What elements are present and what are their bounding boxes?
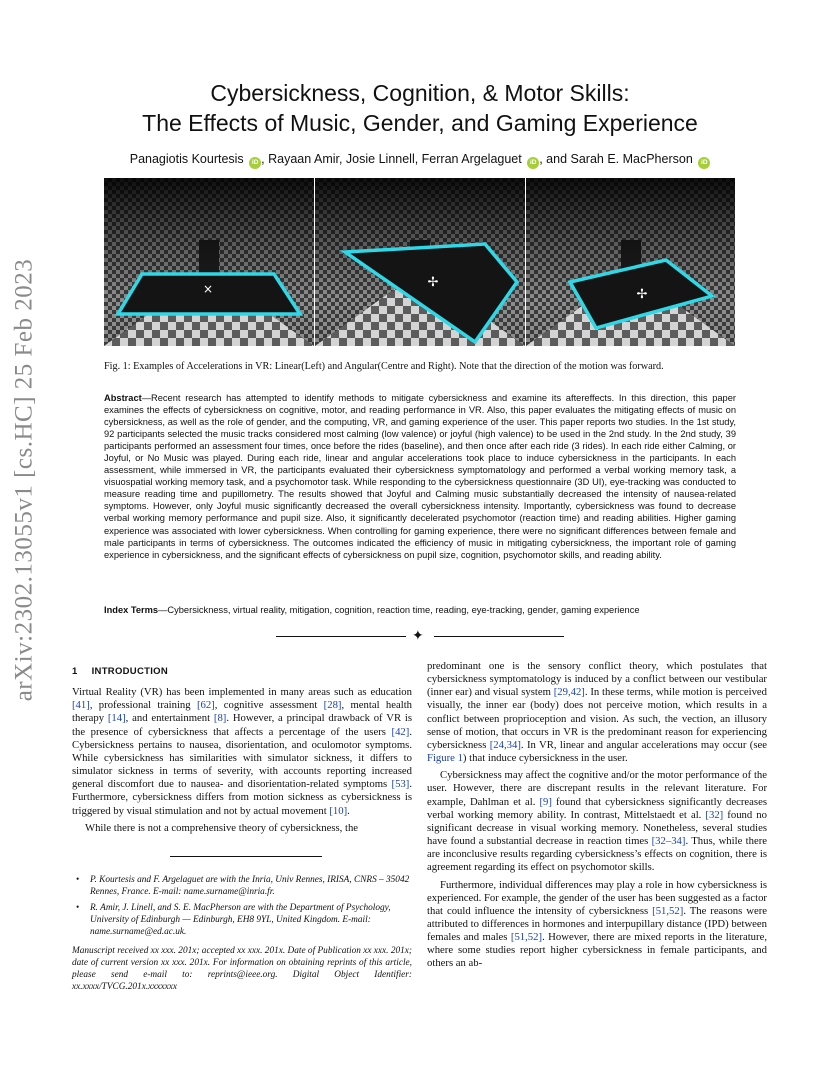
text-run: . The reasons were attributed to differences in hormones and interpupillary distance (IPD) between females and males (427, 904, 767, 944)
crosshair-icon: ✢ (636, 287, 648, 302)
footnote-rule (170, 856, 322, 857)
citation-link[interactable]: [32] (705, 808, 724, 821)
citation-link[interactable]: [28] (323, 699, 342, 712)
diamond-star-icon: ✦ (412, 628, 424, 644)
section-number: 1 (72, 666, 78, 677)
intro-paragraph-4 (427, 769, 767, 874)
section-divider (276, 630, 564, 644)
text-run: . However, a principal drawback of VR is the presence of cybersickness that affects a percentage of the users (72, 712, 412, 738)
footnote-affiliation-2: • R. Amir, J. Linell, and S. E. MacPherson are with the Department of Psychology, University of Edinburgh — Edinburgh, EH8 9YL, United Kingdom. E-mail: name.surname@ed.ac.uk. (72, 902, 412, 938)
text-run: Cybersickness may affect the cognitive and/or the motor performance of the user. However, there are discrepant results in the relevant literature. For example, Dahlman et al. (427, 769, 767, 808)
citation-link[interactable]: [14] (107, 712, 126, 725)
citation-link[interactable]: [8] (213, 712, 227, 725)
citation-link[interactable]: [9] (539, 795, 552, 808)
text-run: . Furthermore, cybersickness differs from motion sickness as cybersickness is triggered by visual stimulation and not by actual movement (72, 778, 412, 817)
arxiv-id: arXiv:2302.13055v1 [cs.HC] 25 Feb 2023 (10, 258, 38, 702)
author-2-4: , Rayaan Amir, Josie Linnell, Ferran Argelaguet (261, 152, 522, 166)
footnotes (72, 874, 412, 942)
figure-caption: Fig. 1: Examples of Accelerations in VR: Linear(Left) and Angular(Centre and Right). Note that the direction of the motion was forward. (104, 361, 664, 372)
crosshair-icon: × (202, 282, 214, 296)
divider-line-left (276, 636, 406, 637)
text-run: Furthermore, individual differences may play a role in how cybersickness is experienced. For example, the gender of the user has been suggested as a factor that could influence the intensity of cybersickness (427, 878, 767, 917)
orcid-icon[interactable]: iD (698, 157, 710, 169)
figure-link[interactable]: Figure 1 (427, 752, 463, 765)
title-line-2: The Effects of Music, Gender, and Gaming Experience (142, 110, 698, 136)
panel-angular-centre (315, 178, 525, 346)
citation-link[interactable]: [10] (329, 804, 348, 817)
manuscript-note: Manuscript received xx xxx. 201x; accepted xx xxx. 201x. Date of Publication xx xxx. 201x; date of current version xx xxx. 201x. For information on obtaining reprints of this article, please send e-mail to: reprints@ieee.org. Digital Object Identifier: xx.xxxx/TVCG.201x.xxxxxxx (72, 946, 412, 992)
abstract-text: —Recent research has attempted to identify methods to mitigate cybersickness and examine its aftereffects. In this direction, this paper examines the effects of cybersickness on cognitive, motor, and reading performance in VR. Also, this paper evaluates the mitigating effects of music on cybersickness, as well as the role of gender, and the computing, VR, and gaming experience of the user. This paper reports two studies. In the 1st study, 92 participants selected the music tracks considered most calming (low valence) or joyful (high valence) to be used in the 2nd study. In the 2nd study, 39 participants performed an assessment four times, once before the rides (baseline), and then once after each ride (3 rides). In each ride either Calming, or Joyful, or No Music was played. During each ride, linear and angular accelerations took place to induce cybersickness in the participants. In each assessment, while immersed in VR, the participants evaluated their cybersickness symptomatology and performed a verbal working memory task, a visuospatial working memory task, and a psychomotor task. While responding to the cybersickness questionnaire (3D UI), eye-tracking was conducted to measure reading time and pupillometry. The results showed that Joyful and Calming music substantially decreased the intensity of nausea-related symptoms. However, only Joyful music significantly decreased the overall cybersickness intensity. Importantly, cybersickness was found to decrease verbal working memory performance and pupil size. Also, it significantly decelerated psychomotor (reaction time) and reading abilities. Higher gaming experience was associated with lower cybersickness. When controlling for gaming experience, there were no significant differences between female and male participants in terms of cybersickness. The outcomes indicated the efficiency of music in mitigating cybersickness, the important role of gaming experience in cybersickness, and the significant effects of cybersickness on pupil size, cognition, psychomotor skills, and reading ability. (104, 393, 736, 560)
orcid-icon[interactable]: iD (249, 157, 261, 169)
text-run: . Cybersickness pertains to nausea, disorientation, and oculomotor symptoms. While cybersickness has similarities with simulator sickness, it differs to simulator sickness in terms of severity, with accounts reporting increased general discomfort due to nausea- and disorientation-related symptoms (72, 725, 412, 791)
text-run: found that cybersickness significantly decreases verbal working memory ability. In contrast, Mittelstaedt et al. (427, 795, 767, 821)
text-run: Virtual Reality (VR) has been implemented in many areas such as education (72, 686, 412, 699)
text-run: ) that induce cybersickness in the user. (462, 752, 628, 765)
index-terms (104, 604, 736, 616)
arxiv-stamp (4, 258, 44, 702)
citation-link[interactable]: [32–34] (651, 835, 686, 848)
section-heading (72, 665, 412, 678)
intro-paragraph-2: While there is not a comprehensive theory of cybersickness, the (85, 821, 359, 834)
citation-link[interactable]: [51,52] (652, 904, 684, 917)
abstract-label: Abstract (104, 393, 142, 403)
citation-link[interactable]: [24,34] (489, 738, 521, 751)
citation-link[interactable]: [62] (196, 699, 215, 712)
paper-title (80, 78, 760, 138)
author-list (60, 151, 780, 169)
intro-paragraph-5 (427, 879, 767, 971)
title-line-1: Cybersickness, Cognition, & Motor Skills: (210, 80, 630, 106)
citation-link[interactable]: [29,42] (553, 686, 585, 699)
divider-line-right (434, 636, 564, 637)
index-terms-label: Index Terms (104, 605, 159, 615)
teaser-figure (104, 178, 735, 346)
crosshair-icon: ✢ (427, 275, 439, 290)
intro-paragraph-1 (72, 686, 412, 818)
panel-angular-right (526, 178, 735, 346)
orcid-icon[interactable]: iD (527, 157, 539, 169)
author-1: Panagiotis Kourtesis (129, 152, 244, 166)
panel-linear (104, 178, 314, 346)
text-run: . Thus, while there are inconclusive results regarding cybersickness’s effects on cognition, there is agreement regarding its effect on psychomotor skills. (427, 835, 767, 874)
citation-link[interactable]: [51,52] (510, 931, 543, 944)
text-run: , cognitive assessment (214, 699, 324, 712)
text-run: . In VR, linear and angular accelerations may occur (see (520, 738, 768, 751)
citation-link[interactable]: [42] (391, 725, 410, 738)
text-run: . (347, 804, 350, 817)
text-run: predominant one is the sensory conflict theory, which postulates that cybersickness symptomatology is induced by a conflict between our vestibular (inner ear) and visual system (427, 660, 767, 699)
section-title: INTRODUCTION (91, 666, 169, 677)
text-run: . In these terms, while motion is perceived visually, the inner ear (body) does not perceive motion, which results in a conflict between proprioception and vision. As such, the vection, an illusory sense of motion, that occurs in VR is the predominant reason for experiencing cybersickness (427, 686, 768, 751)
text-run: found no significant decrease in visual working memory. Nonetheless, several studies have found a substantial decrease in reaction times (427, 808, 767, 848)
right-column (427, 660, 767, 971)
intro-paragraph-3 (427, 660, 767, 765)
teaser-image (104, 178, 735, 346)
text-run: , and entertainment (125, 712, 214, 725)
footnote-affiliation-1: • P. Kourtesis and F. Argelaguet are with the Inria, Univ Rennes, IRISA, CNRS – 35042 Rennes, France. E-mail: name.surname@inria.fr. (72, 874, 412, 898)
text-run: , professional training (89, 699, 197, 712)
left-column (72, 660, 412, 835)
index-terms-text: —Cybersickness, virtual reality, mitigation, cognition, reaction time, reading, eye-tracking, gender, gaming experience (158, 605, 640, 615)
text-run: . However, there are mixed reports in the literature, where some studies report higher cybersickness in female participants, and others an ab- (427, 931, 767, 970)
text-run: , mental health therapy (72, 699, 413, 725)
abstract (104, 392, 736, 561)
author-5: , and Sarah E. MacPherson (539, 152, 693, 166)
citation-link[interactable]: [41] (72, 699, 90, 712)
citation-link[interactable]: [53] (391, 778, 410, 791)
